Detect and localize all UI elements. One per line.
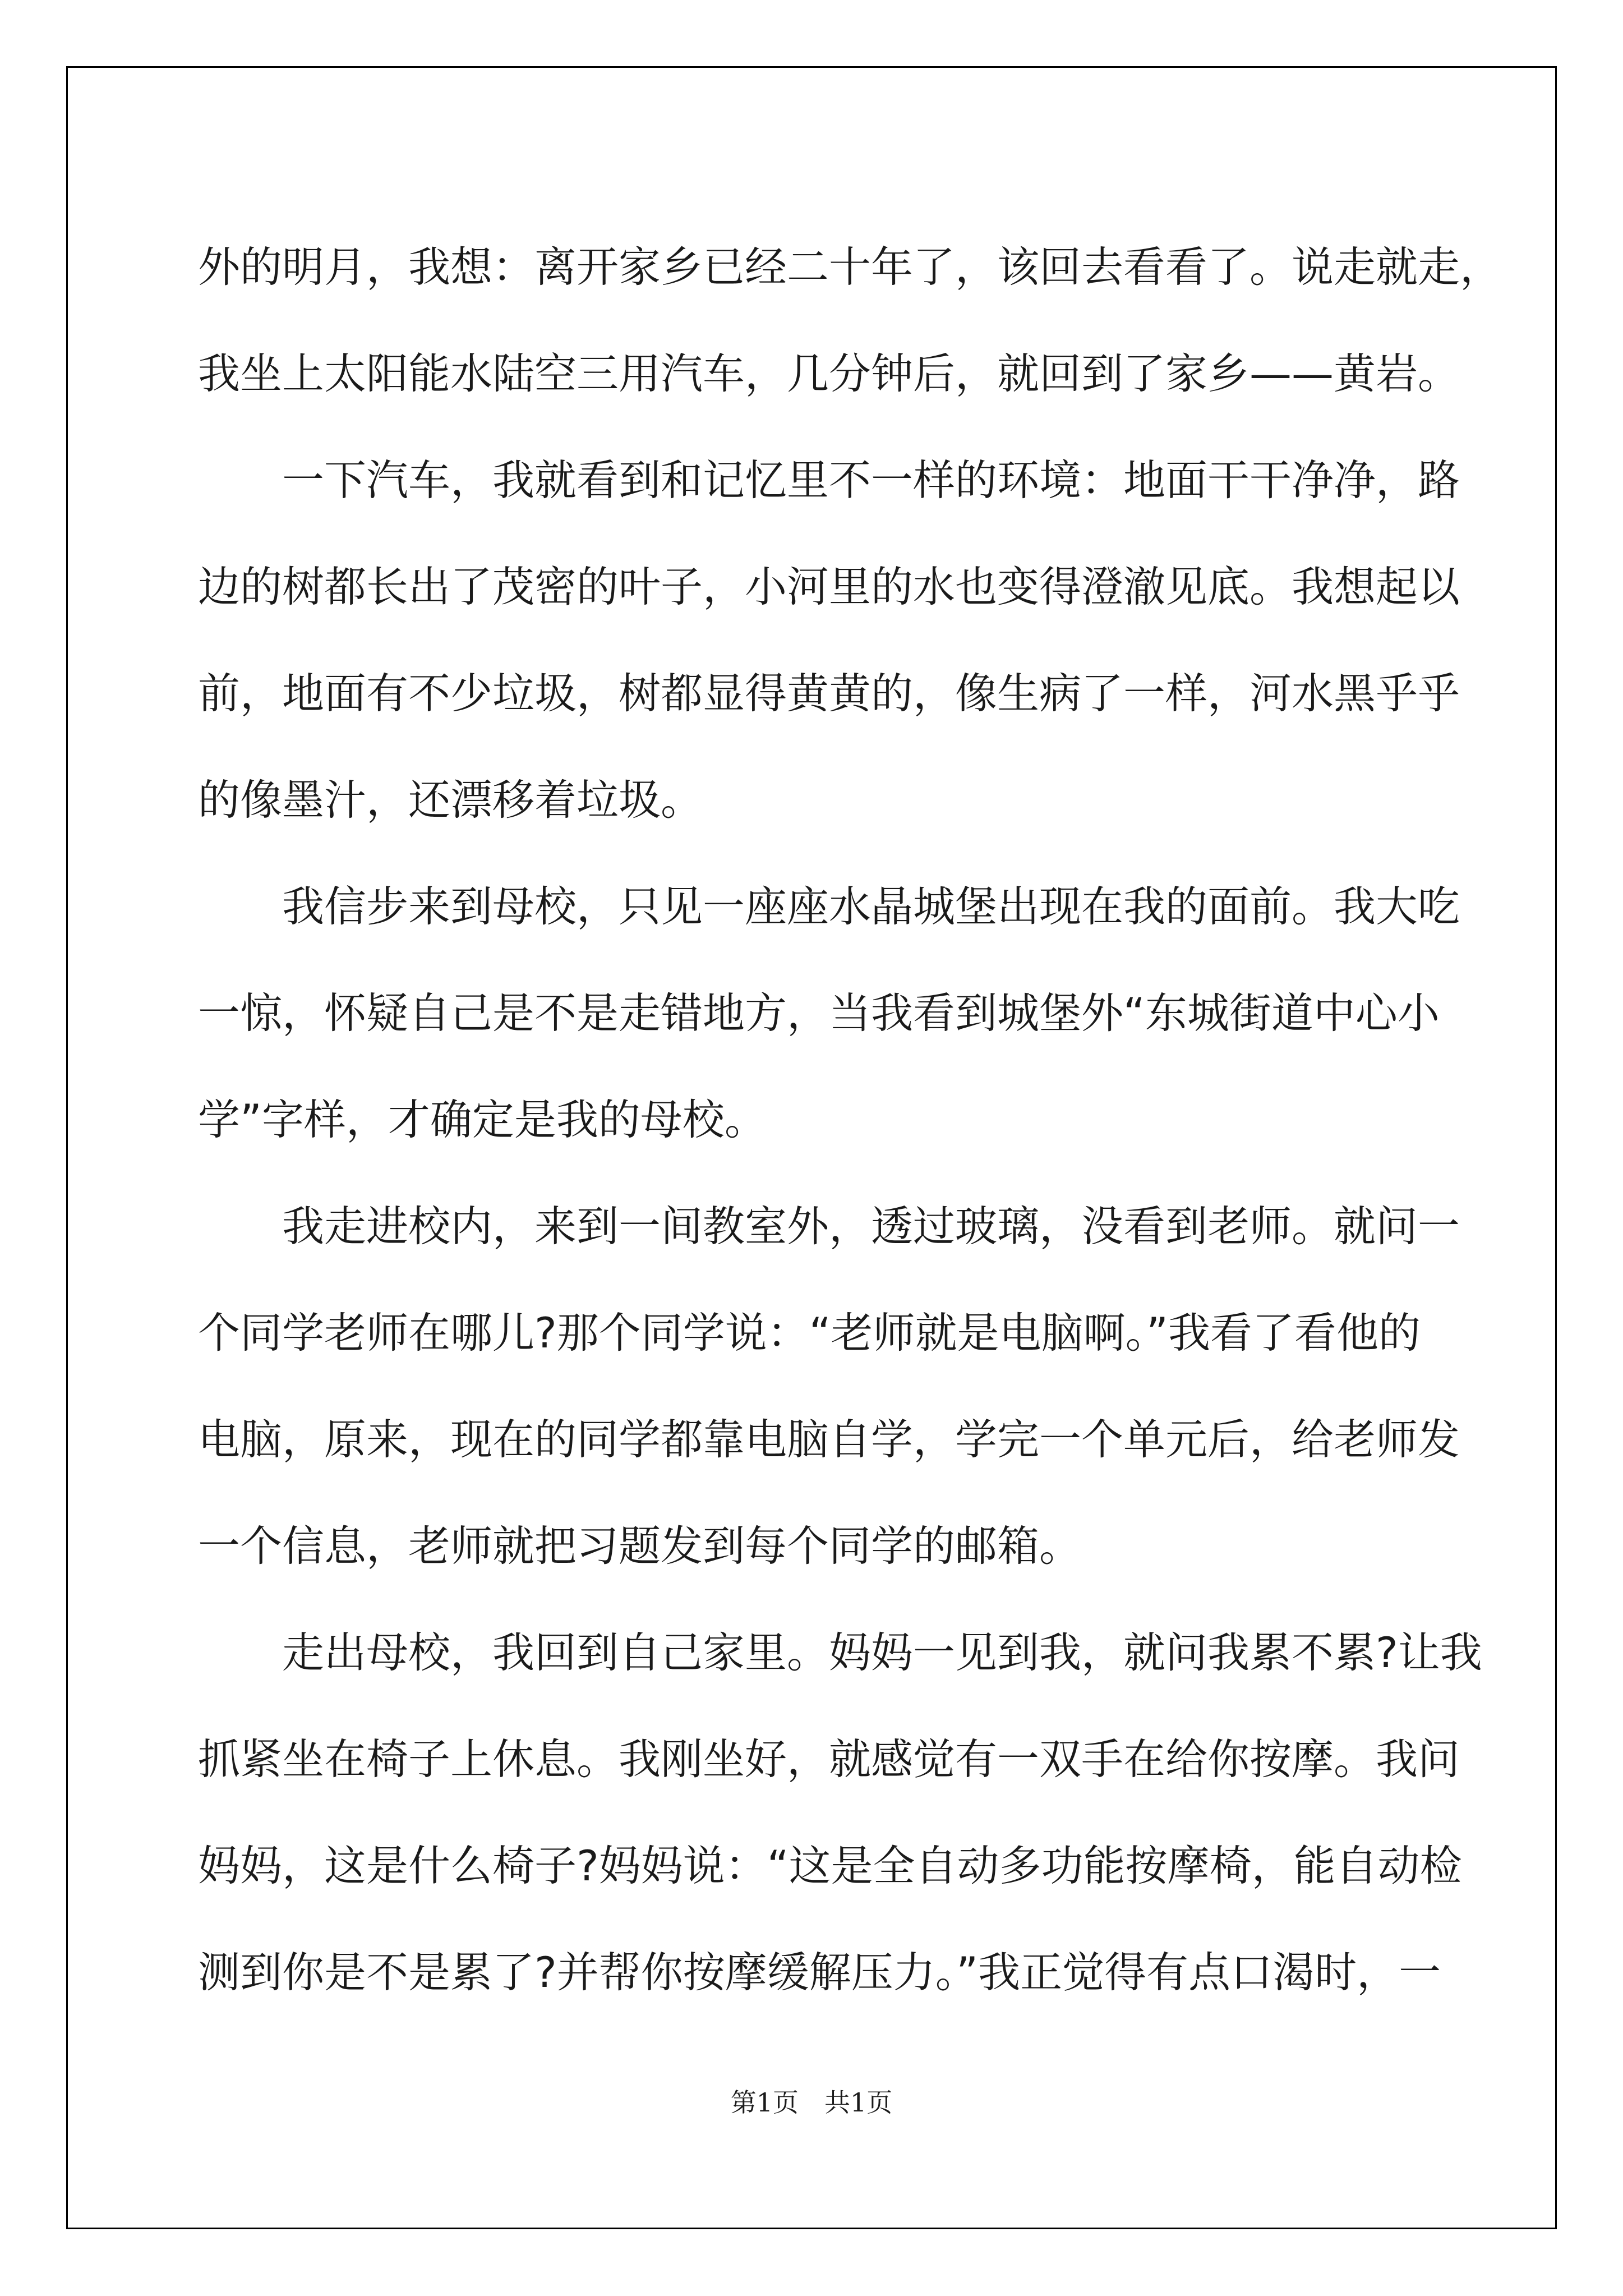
text-line: 走出母校，我回到自己家里。妈妈一见到我，就问我累不累?让我 [198, 1628, 1482, 1677]
text-line: 学”字样，才确定是我的母校。 [198, 1095, 767, 1144]
text-line: 一惊，怀疑自己是不是走错地方，当我看到城堡外“东城街道中心小 [198, 988, 1440, 1038]
text-line: 外的明月，我想：离开家乡已经二十年了，该回去看看了。说走就走， [198, 242, 1502, 292]
text-line: 一下汽车，我就看到和记忆里不一样的环境：地面干干净净，路 [198, 455, 1460, 505]
text-line: 前，地面有不少垃圾，树都显得黄黄的，像生病了一样，河水黑乎乎 [198, 669, 1460, 718]
text-line: 一个信息，老师就把习题发到每个同学的邮箱。 [198, 1521, 1082, 1571]
text-line: 妈妈，这是什么椅子?妈妈说：“这是全自动多功能按摩椅，能自动检 [198, 1841, 1462, 1890]
body-text [198, 214, 1502, 2026]
page-footer: 第1页 共1页 [730, 2087, 893, 2118]
text-line: 边的树都长出了茂密的叶子，小河里的水也变得澄澈见底。我想起以 [198, 562, 1460, 611]
text-line: 抓紧坐在椅子上休息。我刚坐好，就感觉有一双手在给你按摩。我问 [198, 1734, 1460, 1784]
text-line: 个同学老师在哪儿?那个同学说：“老师就是电脑啊。”我看了看他的 [198, 1308, 1421, 1358]
text-line: 我走进校内，来到一间教室外，透过玻璃，没看到老师。就问一 [198, 1202, 1460, 1251]
text-line: 我信步来到母校，只见一座座水晶城堡出现在我的面前。我大吃 [198, 882, 1460, 931]
text-line: 我坐上太阳能水陆空三用汽车，几分钟后，就回到了家乡——黄岩。 [198, 349, 1460, 398]
text-line: 测到你是不是累了?并帮你按摩缓解压力。”我正觉得有点口渴时，一 [198, 1948, 1441, 1997]
text-line: 的像墨汁，还漂移着垃圾。 [198, 775, 703, 825]
text-line: 电脑，原来，现在的同学都靠电脑自学，学完一个单元后，给老师发 [198, 1415, 1460, 1464]
